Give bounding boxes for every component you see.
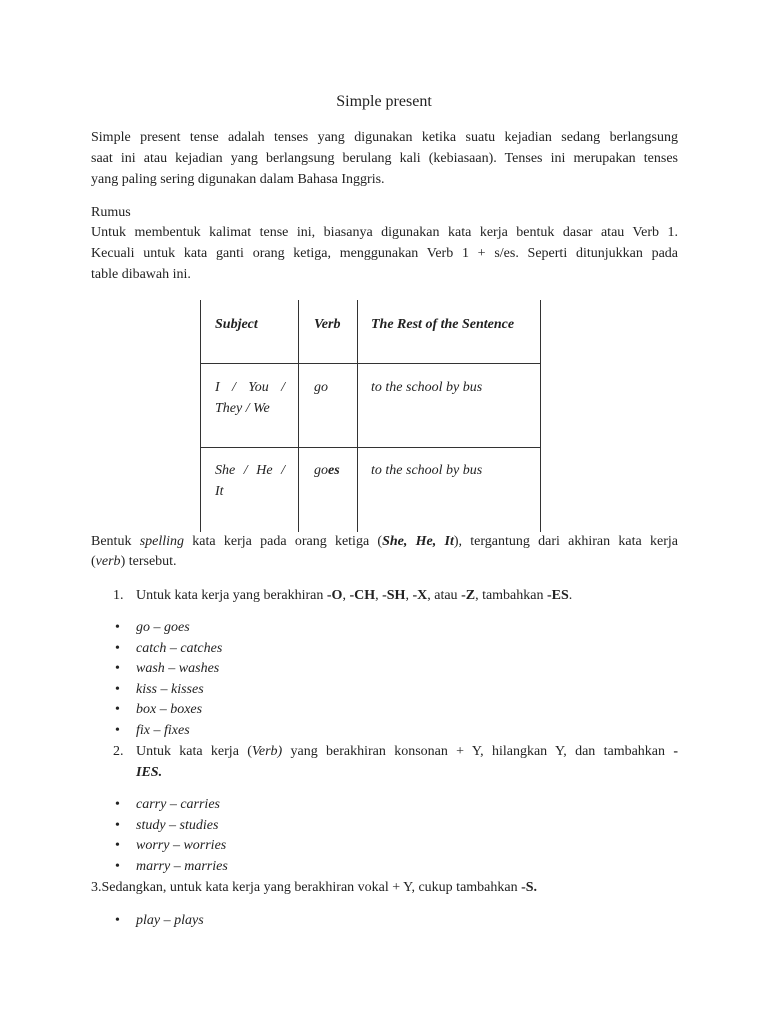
rule-2-line-2: IES. bbox=[136, 765, 163, 780]
bullet: • bbox=[115, 640, 120, 656]
intro-line-2: saat ini atau kejadian yang berlangsung berulang kali (kebiasaan). Tenses ini merupakan tenses bbox=[91, 151, 678, 166]
bullet: • bbox=[115, 913, 120, 928]
list-item: box – boxes bbox=[136, 702, 203, 717]
bullet: • bbox=[115, 702, 120, 717]
bullet: • bbox=[115, 620, 120, 635]
bullet: • bbox=[115, 661, 120, 676]
spelling-line-1: Bentuk spelling kata kerja pada orang ketiga (She, He, It), tergantung dari akhiran kata kerja bbox=[91, 534, 678, 549]
list-item: study – studies bbox=[136, 817, 219, 833]
rule-1-text: Untuk kata kerja yang berakhiran -O, -CH, -SH, -X, atau -Z, tambahkan -ES. bbox=[136, 588, 573, 603]
bullet: • bbox=[115, 838, 120, 853]
table-row1-subject-line2: They / We bbox=[215, 401, 270, 416]
rule-2-line-1: Untuk kata kerja (Verb) yang berakhiran konsonan + Y, hilangkan Y, dan tambahkan - bbox=[136, 744, 678, 759]
table-row2-verb: goes bbox=[314, 463, 340, 478]
intro-line-1: Simple present tense adalah tenses yang digunakan ketika suatu kejadian sedang berlangsung bbox=[91, 130, 678, 145]
verb-table bbox=[200, 300, 541, 532]
table-row1-subject-line1: I / You / bbox=[215, 380, 285, 395]
rule-1-number: 1. bbox=[113, 588, 124, 603]
table-row2-rest: to the school by bus bbox=[371, 463, 483, 478]
list-item: go – goes bbox=[136, 620, 190, 635]
list-item: worry – worries bbox=[136, 838, 227, 853]
table-row2-subject-line1: She / He / bbox=[215, 463, 285, 478]
table-row1-rest: to the school by bus bbox=[371, 380, 483, 395]
bullet: • bbox=[115, 858, 120, 874]
intro-line-3: yang paling sering digunakan dalam Bahasa Inggris. bbox=[91, 172, 385, 187]
page-title: Simple present bbox=[336, 93, 432, 110]
rumus-line-3: table dibawah ini. bbox=[91, 267, 191, 282]
bullet: • bbox=[115, 722, 120, 738]
table-header-rest: The Rest of the Sentence bbox=[371, 317, 515, 332]
bullet: • bbox=[115, 681, 120, 697]
rule-2-number: 2. bbox=[113, 744, 124, 759]
table-row1-verb: go bbox=[314, 380, 328, 395]
table-header-verb: Verb bbox=[314, 317, 341, 332]
bullet: • bbox=[115, 797, 120, 812]
list-item: carry – carries bbox=[136, 797, 220, 812]
table-row2-subject-line2: It bbox=[215, 484, 224, 499]
rumus-heading: Rumus bbox=[91, 205, 131, 220]
rule-3-text: 3.Sedangkan, untuk kata kerja yang berakhiran vokal + Y, cukup tambahkan -S. bbox=[91, 880, 538, 895]
list-item: catch – catches bbox=[136, 640, 223, 656]
bullet: • bbox=[115, 817, 120, 833]
list-item: play – plays bbox=[136, 913, 204, 928]
rumus-line-2: Kecuali untuk kata ganti orang ketiga, menggunakan Verb 1 + s/es. Seperti ditunjukkan pada bbox=[91, 246, 678, 261]
list-item: fix – fixes bbox=[136, 722, 190, 738]
table-header-subject: Subject bbox=[215, 317, 258, 332]
list-item: wash – washes bbox=[136, 661, 220, 676]
list-item: marry – marries bbox=[136, 858, 228, 874]
list-item: kiss – kisses bbox=[136, 681, 204, 697]
rumus-line-1: Untuk membentuk kalimat tense ini, biasanya digunakan kata kerja bentuk dasar atau Verb 1. bbox=[91, 225, 678, 240]
spelling-line-2: (verb) tersebut. bbox=[91, 554, 177, 569]
